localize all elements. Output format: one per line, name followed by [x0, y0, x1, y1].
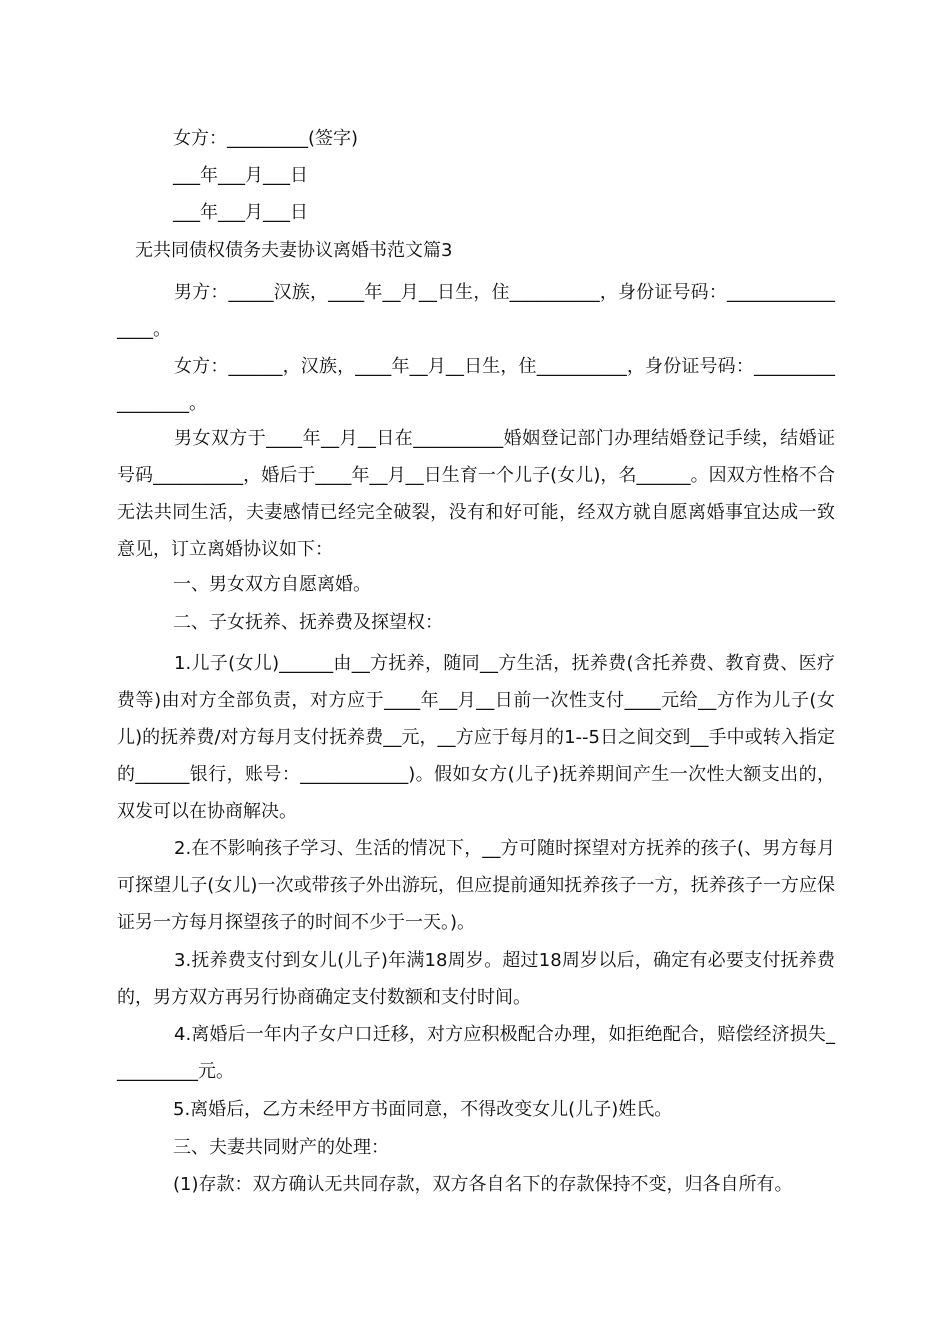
- item-5: 5.离婚后，乙方未经甲方书面同意，不得改变女儿(儿子)姓氏。: [173, 1099, 673, 1120]
- female-party-paragraph: 女方：______，汉族，____年__月__日生，住__________，身份证号码：_________________。: [117, 356, 835, 414]
- male-party-paragraph: 男方：_____汉族，____年__月__日生，住__________，身份证号码：________________。: [117, 282, 835, 340]
- clause-2: 二、子女抚养、抚养费及探望权：: [173, 612, 443, 633]
- item-2-paragraph: 2.在不影响孩子学习、生活的情况下，__方可随时探望对方抚养的孩子(、男方每月可探望儿子(女儿)一次或带孩子外出游玩，但应提前通知抚养孩子一方，抚养孩子一方应保证另一方每月探望孩子的时间不少于一天。)。: [117, 838, 835, 933]
- date-line-2: ___年___月___日: [173, 202, 308, 223]
- item-4-paragraph: 4.离婚后一年内子女户口迁移，对方应积极配合办理，如拒绝配合，赔偿经济损失__________元。: [117, 1024, 835, 1082]
- date-line-1: ___年___月___日: [173, 165, 308, 186]
- deposit-line: (1)存款：双方确认无共同存款，双方各自名下的存款保持不变，归各自所有。: [173, 1174, 793, 1195]
- clause-1: 一、男女双方自愿离婚。: [173, 574, 371, 595]
- intro-paragraph: 男女双方于____年__月__日在__________婚姻登记部门办理结婚登记手续，结婚证号码__________，婚后于____年__月__日生育一个儿子(女儿)，名______。因双方性格不合无法共同生活，夫妻感情已经完全破裂，没有和好可能，经双方就自愿离婚事宜达成一致意见，订立离婚协议如下：: [117, 428, 835, 560]
- clause-3: 三、夫妻共同财产的处理：: [173, 1137, 389, 1158]
- item-1-paragraph: 1.儿子(女儿)______由__方抚养，随同__方生活，抚养费(含托养费、教育费、医疗费等)由对方全部负责，对方应于____年__月__日前一次性支付____元给__方作为儿子(女儿)的抚养费/对方每月支付抚养费__元，__方应于每月的1--5日之间交到__手中或转入指定的______银行，账号：____________)。假如女方(儿子)抚养期间产生一次性大额支出的，双发可以在协商解决。: [117, 653, 835, 822]
- item-3-paragraph: 3.抚养费支付到女儿(儿子)年满18周岁。超过18周岁以后，确定有必要支付抚养费的，男方双方再另行协商确定支付数额和支付时间。: [117, 950, 835, 1008]
- section-title: 无共同债权债务夫妻协议离婚书范文篇3: [135, 240, 453, 261]
- female-signature-line: 女方：_________(签字): [173, 128, 359, 149]
